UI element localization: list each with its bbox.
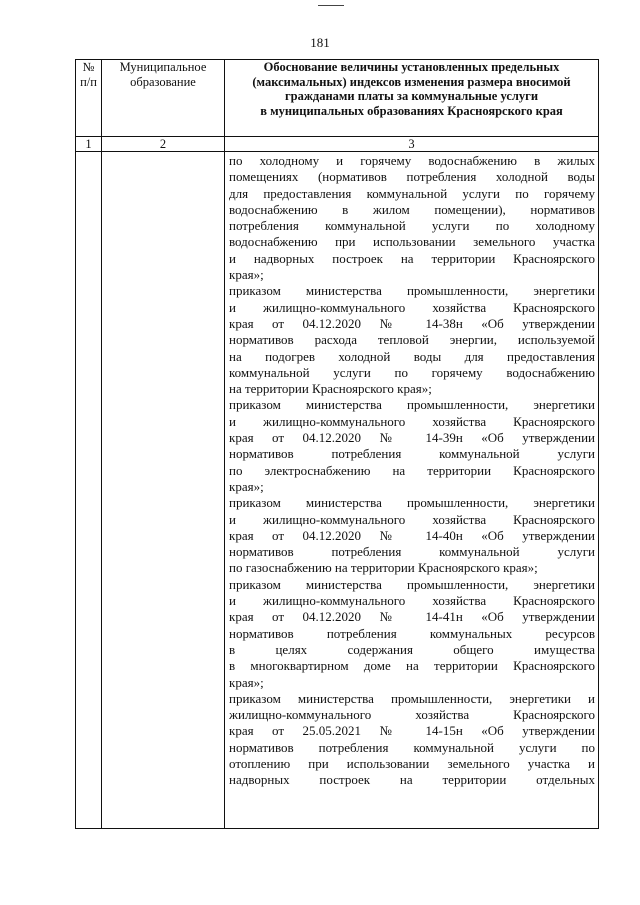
text-line: и жилищно-коммунального хозяйства Красноярского: [229, 511, 595, 527]
text-line: на территории Красноярского края»;: [229, 381, 432, 397]
text-line: отоплению при использовании земельного участка и: [229, 755, 595, 771]
text-line: и жилищно-коммунального хозяйства Красноярского: [229, 593, 595, 609]
justification-table: [75, 59, 599, 829]
text-line: в многоквартирном доме на территории Красноярского: [229, 658, 595, 674]
text-line: края»;: [229, 478, 264, 494]
column-number-row: [76, 137, 599, 152]
row-municipality-cell: [102, 152, 225, 829]
text-line: нормативов потребления коммунальной услуги: [229, 544, 595, 560]
text-line: водоснабжению в жилом помещении), нормативов: [229, 201, 595, 217]
text-line: края от 25.05.2021 № 14-15н «Об утверждении: [229, 723, 595, 739]
header-justification-line: гражданами платы за коммунальные услуги: [284, 89, 539, 103]
text-line: для предоставления коммунальной услуги по горячему: [229, 185, 595, 201]
text-line: по газоснабжению на территории Красноярского края»;: [229, 560, 538, 576]
column-number: 1: [76, 137, 102, 152]
text-line: надворных построек на территории отдельных: [229, 772, 595, 788]
top-rule: [318, 5, 344, 6]
text-line: и жилищно-коммунального хозяйства Красноярского: [229, 413, 595, 429]
text-line: края от 04.12.2020 № 14-40н «Об утверждении: [229, 527, 595, 543]
text-line: нормативов расхода тепловой энергии, используемой: [229, 332, 595, 348]
text-line: приказом министерства промышленности, энергетики: [229, 283, 595, 299]
page-number: 181: [310, 35, 330, 50]
paragraph: [229, 397, 595, 495]
paragraph: [229, 691, 595, 789]
text-line: и надворных построек на территории Красноярского: [229, 250, 595, 266]
text-line: потребления коммунальной услуги по холодному: [229, 218, 595, 234]
header-row: [76, 60, 599, 137]
text-line: коммунальной услуги по горячему водоснабжению: [229, 364, 595, 380]
header-number: [76, 60, 102, 137]
text-line: края»;: [229, 267, 264, 283]
paragraph: [229, 495, 595, 576]
column-number: 3: [225, 137, 599, 152]
text-line: помещениях (нормативов потребления холодной воды: [229, 169, 595, 185]
paragraph: [229, 577, 595, 691]
header-justification-line: (максимальных) индексов изменения размера вносимой: [252, 74, 571, 89]
text-line: нормативов потребления коммунальных ресурсов: [229, 625, 595, 641]
text-line: приказом министерства промышленности, энергетики: [229, 397, 595, 413]
header-municipality: [102, 60, 225, 137]
text-line: в целях содержания общего имущества: [229, 641, 595, 657]
text-line: водоснабжению при использовании земельного участка: [229, 234, 595, 250]
text-line: края»;: [229, 674, 264, 690]
text-line: жилищно-коммунального хозяйства Красноярского: [229, 707, 595, 723]
text-line: приказом министерства промышленности, энергетики и: [229, 690, 595, 706]
justification-text: [225, 152, 598, 789]
row-justification-cell: [225, 152, 599, 829]
header-justification-line: Обоснование величины установленных предельных: [263, 60, 560, 74]
text-line: края от 04.12.2020 № 14-41н «Об утверждении: [229, 609, 595, 625]
paragraph: [229, 153, 595, 283]
row-number-cell: [76, 152, 102, 829]
text-line: и жилищно-коммунального хозяйства Красноярского: [229, 299, 595, 315]
text-line: нормативов потребления коммунальной услуги: [229, 446, 595, 462]
column-number: 2: [102, 137, 225, 152]
table-row: [76, 152, 599, 829]
text-line: по электроснабжению на территории Красноярского: [229, 462, 595, 478]
paragraph: [229, 283, 595, 397]
text-line: нормативов потребления коммунальной услуги по: [229, 739, 595, 755]
header-number-line: №: [82, 60, 95, 74]
text-line: края от 04.12.2020 № 14-38н «Об утверждении: [229, 315, 595, 331]
text-line: приказом министерства промышленности, энергетики: [229, 576, 595, 592]
header-number-line: п/п: [80, 75, 97, 89]
header-justification: [225, 60, 599, 137]
header-justification-line: в муниципальных образованиях Красноярского края: [260, 103, 563, 118]
text-line: приказом министерства промышленности, энергетики: [229, 495, 595, 511]
header-municipality-line: образование: [130, 75, 196, 89]
header-municipality-line: Муниципальное: [119, 60, 207, 74]
text-line: по холодному и горячему водоснабжению в жилых: [229, 153, 595, 168]
text-line: на подогрев холодной воды для предоставления: [229, 348, 595, 364]
text-line: края от 04.12.2020 № 14-39н «Об утверждении: [229, 430, 595, 446]
